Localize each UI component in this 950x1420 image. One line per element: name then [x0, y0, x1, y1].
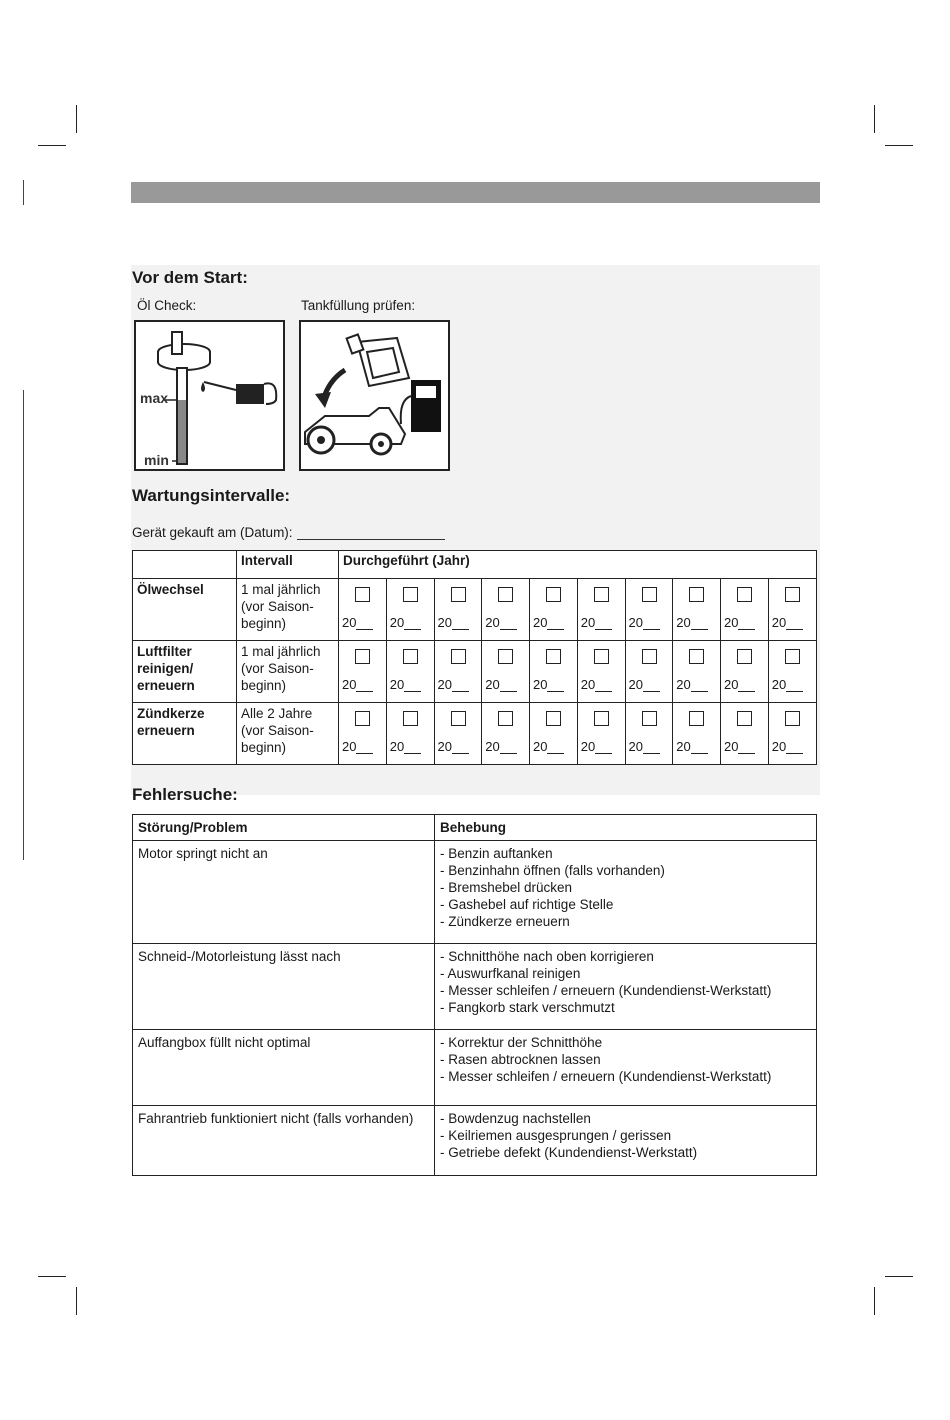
done-checkbox[interactable] — [594, 587, 609, 602]
year-blank-line — [500, 679, 517, 692]
year-prefix: 20 — [389, 677, 405, 692]
interval-line: beginn) — [241, 678, 287, 693]
remedy-item: - Messer schleifen / erneuern (Kundendienst-Werkstatt) — [440, 1069, 772, 1084]
year-cell — [434, 641, 482, 703]
troubleshooting-table — [132, 814, 817, 1176]
task-name-line: erneuern — [137, 678, 195, 693]
year-blank-line — [547, 741, 564, 754]
done-checkbox[interactable] — [546, 711, 561, 726]
fuel-canister-mower-pump-icon — [301, 322, 448, 469]
maintenance-task-name — [133, 703, 237, 765]
year-blank-line — [738, 679, 755, 692]
year-blank-line — [643, 741, 660, 754]
crop-mark-tr-v — [874, 105, 875, 133]
year-prefix: 20 — [342, 739, 357, 754]
crop-mark-bl-v — [76, 1287, 77, 1315]
year-blank-line — [547, 617, 564, 630]
header-problem: Störung/Problem — [133, 815, 435, 841]
year-prefix: 20 — [724, 677, 739, 692]
remedy-item: - Auswurfkanal reinigen — [440, 966, 581, 981]
year-cell — [721, 641, 769, 703]
problem-cell: Auffangbox füllt nicht optimal — [133, 1030, 435, 1106]
year-prefix: 20 — [342, 677, 357, 692]
troubleshooting-row — [133, 1030, 817, 1106]
year-blank-line — [452, 679, 469, 692]
year-blank-line — [738, 741, 755, 754]
troubleshooting-row — [133, 1106, 817, 1176]
year-cell — [768, 703, 816, 765]
done-checkbox[interactable] — [785, 649, 800, 664]
tank-check-label: Tankfüllung prüfen: — [301, 298, 416, 313]
header-interval: Intervall — [237, 551, 339, 579]
year-field[interactable] — [438, 739, 469, 754]
purchase-date-row — [132, 525, 445, 540]
done-checkbox[interactable] — [737, 711, 752, 726]
year-cell — [625, 703, 673, 765]
done-checkbox[interactable] — [737, 649, 752, 664]
year-field[interactable] — [342, 677, 373, 692]
remedy-cell — [435, 1106, 817, 1176]
interval-line: beginn) — [241, 616, 287, 631]
maintenance-heading: Wartungsintervalle: — [132, 486, 291, 505]
troubleshooting-row — [133, 841, 817, 944]
year-blank-line — [595, 617, 612, 630]
done-checkbox[interactable] — [451, 711, 466, 726]
purchase-date-field[interactable] — [297, 525, 445, 540]
year-cell — [482, 579, 530, 641]
year-blank-line — [452, 617, 469, 630]
remedy-item: - Schnitthöhe nach oben korrigieren — [440, 949, 654, 964]
done-checkbox[interactable] — [594, 649, 609, 664]
year-cell — [721, 579, 769, 641]
task-name-line: Zündkerze — [137, 706, 205, 721]
year-prefix: 20 — [724, 615, 739, 630]
year-field[interactable] — [724, 739, 755, 754]
year-prefix: 20 — [724, 739, 739, 754]
year-prefix: 20 — [628, 677, 643, 692]
done-checkbox[interactable] — [355, 711, 370, 726]
task-name-line: erneuern — [137, 723, 195, 738]
remedy-item: - Messer schleifen / erneuern (Kundendienst-Werkstatt) — [440, 983, 772, 998]
troubleshooting-header-row — [133, 815, 817, 841]
year-field[interactable] — [342, 739, 373, 754]
year-blank-line — [452, 741, 469, 754]
year-field[interactable] — [772, 615, 803, 630]
year-field[interactable] — [438, 615, 469, 630]
done-checkbox[interactable] — [689, 587, 704, 602]
maintenance-row — [133, 641, 817, 703]
maintenance-interval — [237, 641, 339, 703]
dipstick-min-label: min — [144, 452, 169, 468]
task-name-line: Luftfilter — [137, 644, 192, 659]
year-blank-line — [356, 679, 373, 692]
task-name-line: reinigen/ — [137, 661, 194, 676]
problem-cell: Schneid-/Motorleistung lässt nach — [133, 944, 435, 1030]
year-field[interactable] — [533, 677, 564, 692]
year-field[interactable] — [724, 615, 755, 630]
year-blank-line — [595, 741, 612, 754]
year-blank-line — [786, 617, 803, 630]
margin-line — [23, 390, 24, 860]
year-prefix: 20 — [676, 677, 691, 692]
interval-line: (vor Saison- — [241, 661, 314, 676]
done-checkbox[interactable] — [785, 711, 800, 726]
year-prefix: 20 — [771, 739, 787, 754]
year-prefix: 20 — [485, 739, 500, 754]
year-blank-line — [691, 679, 708, 692]
purchase-date-label: Gerät gekauft am (Datum): — [132, 525, 293, 540]
year-blank-line — [547, 679, 564, 692]
problem-cell: Motor springt nicht an — [133, 841, 435, 944]
done-checkbox[interactable] — [642, 587, 657, 602]
year-cell — [768, 641, 816, 703]
year-prefix: 20 — [771, 615, 787, 630]
year-prefix: 20 — [389, 739, 405, 754]
remedy-cell — [435, 841, 817, 944]
year-prefix: 20 — [580, 615, 596, 630]
year-blank-line — [691, 741, 708, 754]
interval-line: (vor Saison- — [241, 599, 314, 614]
year-prefix: 20 — [628, 739, 643, 754]
crop-mark-tl-v — [76, 105, 77, 133]
remedy-item: - Rasen abtrocknen lassen — [440, 1052, 601, 1067]
remedy-item: - Gashebel auf richtige Stelle — [440, 897, 614, 912]
remedy-item: - Korrektur der Schnitthöhe — [440, 1035, 603, 1050]
maintenance-row — [133, 703, 817, 765]
year-field[interactable] — [676, 739, 707, 754]
year-field[interactable] — [629, 615, 660, 630]
year-prefix: 20 — [771, 677, 787, 692]
maintenance-task-name — [133, 641, 237, 703]
year-prefix: 20 — [389, 615, 405, 630]
year-field[interactable] — [485, 677, 516, 692]
interval-line: Alle 2 Jahre — [241, 706, 313, 721]
year-cell — [386, 703, 434, 765]
year-cell — [577, 579, 625, 641]
done-checkbox[interactable] — [785, 587, 800, 602]
remedy-item: - Bremshebel drücken — [440, 880, 573, 895]
done-checkbox[interactable] — [498, 587, 513, 602]
year-prefix: 20 — [533, 677, 548, 692]
year-prefix: 20 — [485, 615, 500, 630]
dipstick-max-label: max — [140, 390, 169, 406]
interval-line: 1 mal jährlich — [241, 644, 321, 659]
remedy-cell — [435, 944, 817, 1030]
year-prefix: 20 — [676, 615, 691, 630]
year-prefix: 20 — [628, 615, 643, 630]
year-cell — [434, 703, 482, 765]
year-blank-line — [786, 741, 803, 754]
interval-line: (vor Saison- — [241, 723, 314, 738]
troubleshooting-heading: Fehlersuche: — [132, 785, 238, 804]
done-checkbox[interactable] — [403, 587, 418, 602]
maintenance-interval — [237, 579, 339, 641]
done-checkbox[interactable] — [737, 587, 752, 602]
year-field[interactable] — [581, 615, 612, 630]
year-blank-line — [356, 617, 373, 630]
year-cell — [482, 641, 530, 703]
year-field[interactable] — [485, 739, 516, 754]
year-blank-line — [738, 617, 755, 630]
year-prefix: 20 — [437, 739, 452, 754]
remedy-item: - Keilriemen ausgesprungen / gerissen — [440, 1128, 672, 1143]
troubleshooting-row — [133, 944, 817, 1030]
year-field[interactable] — [390, 615, 421, 630]
year-cell — [625, 641, 673, 703]
year-field[interactable] — [533, 739, 564, 754]
done-checkbox[interactable] — [403, 649, 418, 664]
maintenance-interval — [237, 703, 339, 765]
maintenance-row — [133, 579, 817, 641]
done-checkbox[interactable] — [689, 649, 704, 664]
year-cell — [721, 703, 769, 765]
remedy-item: - Benzinhahn öffnen (falls vorhanden) — [440, 863, 665, 878]
year-field[interactable] — [581, 739, 612, 754]
tank-check-illustration — [299, 320, 450, 471]
start-heading: Vor dem Start: — [132, 268, 248, 287]
done-checkbox[interactable] — [546, 649, 561, 664]
year-cell — [530, 579, 578, 641]
header-performed-year: Durchgeführt (Jahr) — [339, 551, 817, 579]
year-cell — [673, 579, 721, 641]
done-checkbox[interactable] — [451, 649, 466, 664]
year-field[interactable] — [772, 677, 803, 692]
year-field[interactable] — [676, 677, 707, 692]
oil-check-illustration — [134, 320, 285, 471]
year-field[interactable] — [438, 677, 469, 692]
year-prefix: 20 — [580, 739, 596, 754]
header-remedy: Behebung — [435, 815, 817, 841]
year-field[interactable] — [676, 615, 707, 630]
year-cell — [339, 703, 387, 765]
year-blank-line — [643, 617, 660, 630]
interval-line: beginn) — [241, 740, 287, 755]
year-field[interactable] — [629, 739, 660, 754]
crop-mark-bl-h — [38, 1276, 66, 1277]
maintenance-task-name — [133, 579, 237, 641]
header-task — [133, 551, 237, 579]
year-field[interactable] — [629, 677, 660, 692]
remedy-item: - Benzin auftanken — [440, 846, 553, 861]
year-cell — [339, 641, 387, 703]
year-cell — [386, 579, 434, 641]
year-field[interactable] — [390, 739, 421, 754]
year-blank-line — [500, 741, 517, 754]
year-field[interactable] — [342, 615, 373, 630]
year-blank-line — [500, 617, 517, 630]
year-field[interactable] — [485, 615, 516, 630]
year-field[interactable] — [581, 677, 612, 692]
remedy-item: - Zündkerze erneuern — [440, 914, 570, 929]
crop-mark-tl-h — [38, 145, 66, 146]
year-cell — [625, 579, 673, 641]
done-checkbox[interactable] — [642, 711, 657, 726]
task-name-line: Ölwechsel — [137, 582, 204, 597]
maintenance-table — [132, 550, 817, 765]
year-blank-line — [356, 741, 373, 754]
year-cell — [482, 703, 530, 765]
year-field[interactable] — [390, 677, 421, 692]
year-blank-line — [404, 679, 421, 692]
interval-line: 1 mal jährlich — [241, 582, 321, 597]
year-prefix: 20 — [342, 615, 357, 630]
done-checkbox[interactable] — [546, 587, 561, 602]
year-blank-line — [595, 679, 612, 692]
year-blank-line — [786, 679, 803, 692]
crop-mark-br-h — [885, 1276, 913, 1277]
year-prefix: 20 — [533, 615, 548, 630]
year-cell — [673, 641, 721, 703]
year-blank-line — [404, 741, 421, 754]
done-checkbox[interactable] — [403, 711, 418, 726]
done-checkbox[interactable] — [642, 649, 657, 664]
year-cell — [577, 641, 625, 703]
remedy-list — [440, 1034, 811, 1085]
year-prefix: 20 — [676, 739, 691, 754]
year-cell — [768, 579, 816, 641]
crop-mark-tr-h — [885, 145, 913, 146]
done-checkbox[interactable] — [355, 587, 370, 602]
done-checkbox[interactable] — [498, 649, 513, 664]
remedy-list — [440, 948, 811, 1016]
year-cell — [339, 579, 387, 641]
oil-check-label: Öl Check: — [137, 298, 197, 313]
year-prefix: 20 — [437, 677, 452, 692]
year-field[interactable] — [772, 739, 803, 754]
year-field[interactable] — [724, 677, 755, 692]
year-prefix: 20 — [437, 615, 452, 630]
year-prefix: 20 — [485, 677, 500, 692]
year-blank-line — [404, 617, 421, 630]
crop-mark-br-v — [874, 1287, 875, 1315]
remedy-item: - Fangkorb stark verschmutzt — [440, 1000, 615, 1015]
year-cell — [530, 703, 578, 765]
year-blank-line — [691, 617, 708, 630]
done-checkbox[interactable] — [689, 711, 704, 726]
section-header-bar — [131, 182, 820, 203]
remedy-item: - Bowdenzug nachstellen — [440, 1111, 591, 1126]
problem-cell: Fahrantrieb funktioniert nicht (falls vorhanden) — [133, 1106, 435, 1176]
year-prefix: 20 — [580, 677, 596, 692]
done-checkbox[interactable] — [451, 587, 466, 602]
year-cell — [434, 579, 482, 641]
margin-line-top — [23, 180, 24, 205]
done-checkbox[interactable] — [498, 711, 513, 726]
year-cell — [386, 641, 434, 703]
remedy-cell — [435, 1030, 817, 1106]
remedy-item: - Getriebe defekt (Kundendienst-Werkstatt) — [440, 1145, 698, 1160]
year-cell — [530, 641, 578, 703]
maintenance-header-row — [133, 551, 817, 579]
remedy-list — [440, 1110, 811, 1161]
year-prefix: 20 — [533, 739, 548, 754]
year-blank-line — [643, 679, 660, 692]
year-cell — [673, 703, 721, 765]
year-cell — [577, 703, 625, 765]
year-field[interactable] — [533, 615, 564, 630]
done-checkbox[interactable] — [594, 711, 609, 726]
remedy-list — [440, 845, 811, 930]
done-checkbox[interactable] — [355, 649, 370, 664]
